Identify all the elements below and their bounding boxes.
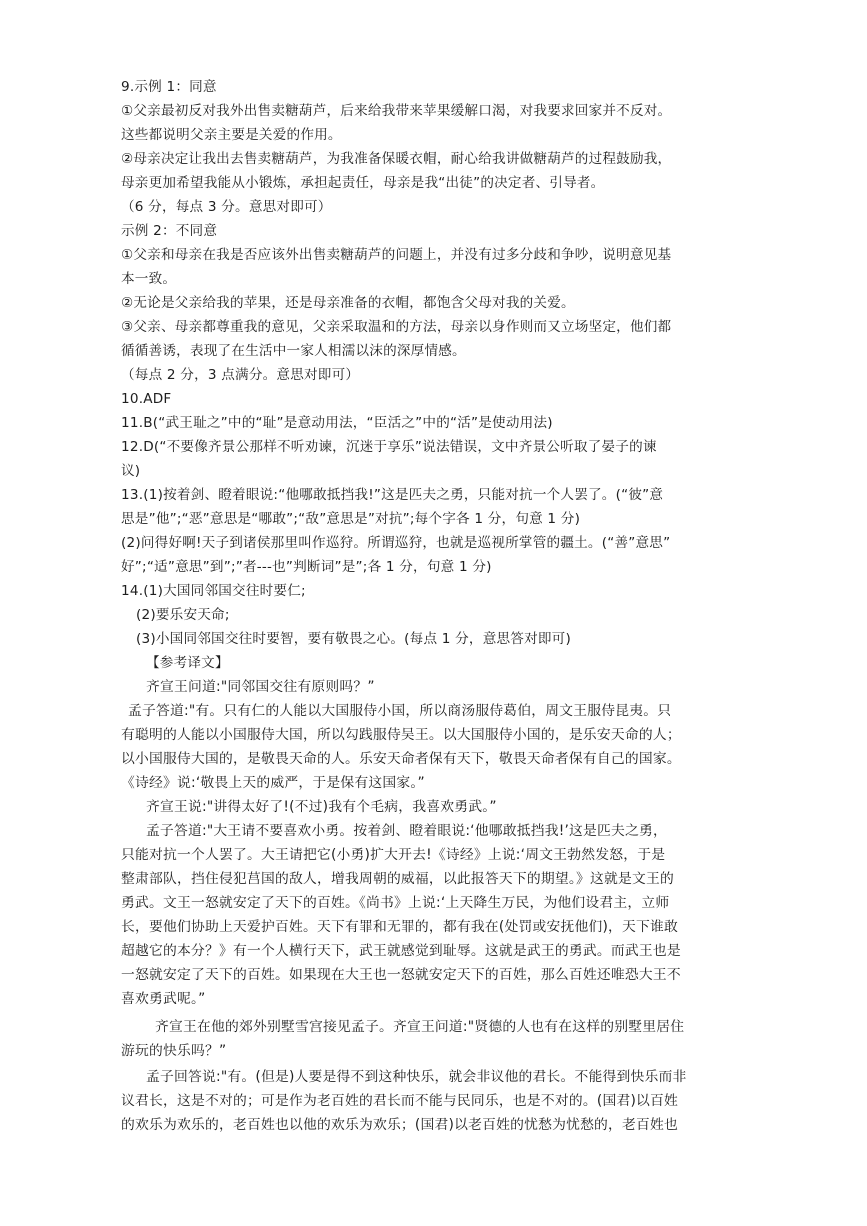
answer-12-cont: 议) [121, 463, 141, 479]
translation-line-18: 议君长，这是不对的；可是作为老百姓的君长而不能与民同乐，也是不对的。(国君)以百姓 [121, 1093, 679, 1109]
translation-line-19: 的欢乐为欢乐的，老百姓也以他的欢乐为欢乐；(国君)以老百姓的忧愁为忧愁的，老百姓也 [121, 1117, 679, 1133]
answer-11: 11.B(“武王耻之”中的“耻”是意动用法，“臣活之”中的“活”是使动用法) [121, 415, 553, 431]
translation-line-9: 整肃部队，挡住侵犯莒国的敌人，增我周朝的威福，以此报答天下的期望。》这就是文王的 [121, 871, 674, 887]
translation-line-6: 齐宣王说:"讲得太好了!(不过)我有个毛病，我喜欢勇武。” [146, 799, 497, 815]
answer-9-example2-point3: ③父亲、母亲都尊重我的意见，父亲采取温和的方法，母亲以身作则而又立场坚定，他们都 [121, 319, 672, 335]
answer-12: 12.D(“不要像齐景公那样不听劝谏，沉迷于享乐”说法错误，文中齐景公听取了晏子的谏 [121, 439, 657, 455]
answer-9-example2-point1: ①父亲和母亲在我是否应该外出售卖糖葫芦的问题上，并没有过多分歧和争吵，说明意见基 [121, 247, 672, 263]
translation-line-4: 以小国服侍大国的，是敬畏天命的人。乐安天命者保有天下，敬畏天命者保有自己的国家。 [121, 751, 681, 767]
answer-13-part2: (2)问得好啊!天子到诸侯那里叫作巡狩。所谓巡狩，也就是巡视所掌管的疆土。(“善”意思” [121, 535, 671, 551]
translation-line-3: 有聪明的人能以小国服侍大国，所以勾践服侍吴王。以大国服侍小国的，是乐安天命的人； [121, 727, 681, 743]
answer-9-example1-point1-cont: 这些都说明父亲主要是关爱的作用。 [121, 127, 342, 143]
translation-line-2: 孟子答道:"有。只有仁的人能以大国服侍小国，所以商汤服侍葛伯，周文王服侍昆夷。只 [128, 703, 672, 719]
answer-14-part3: (3)小国同邻国交往时要智，要有敬畏之心。(每点 1 分，意思答对即可) [136, 631, 571, 647]
translation-line-12: 超越它的本分？》有一个人横行天下，武王就感觉到耻辱。这就是武王的勇武。而武王也是 [121, 943, 681, 959]
answer-13-part1: 13.(1)按着剑、瞪着眼说:“他哪敢抵挡我!”这是匹夫之勇，只能对抗一个人罢了。(“彼”意 [121, 487, 664, 503]
translation-line-10: 勇武。文王一怒就安定了天下的百姓。《尚书》上说:‘上天降生万民，为他们设君主，立师 [121, 895, 670, 911]
translation-heading: 【参考译文】 [146, 655, 229, 671]
answer-9-example1-point2-cont: 母亲更加希望我能从小锻炼，承担起责任，母亲是我“出徒”的决定者、引导者。 [121, 175, 605, 191]
translation-line-7: 孟子答道:"大王请不要喜欢小勇。按着剑、瞪着眼说:‘他哪敢抵挡我!’这是匹夫之勇， [146, 823, 668, 839]
answer-14-part1: 14.(1)大国同邻国交往时要仁; [121, 583, 306, 599]
answer-9-example2-point3-cont: 循循善诱，表现了在生活中一家人相濡以沫的深厚情感。 [121, 343, 466, 359]
answer-9-example2-heading: 示例 2：不同意 [121, 223, 218, 239]
answer-9-example2-scoring: （每点 2 分，3 点满分。意思对即可） [121, 367, 360, 383]
answer-9-example1-point1: ①父亲最初反对我外出售卖糖葫芦，后来给我带来苹果缓解口渴，对我要求回家并不反对。 [121, 103, 672, 119]
answer-14-part2: (2)要乐安天命; [136, 607, 230, 623]
translation-line-1: 齐宣王问道:"同邻国交往有原则吗？” [146, 679, 375, 695]
translation-line-17: 孟子回答说:"有。(但是)人要是得不到这种快乐，就会非议他的君长。不能得到快乐而非 [146, 1069, 687, 1085]
answer-9-example1-point2: ②母亲决定让我出去售卖糖葫芦，为我准备保暖衣帽，耐心给我讲做糖葫芦的过程鼓励我， [121, 151, 672, 167]
translation-line-16: 游玩的快乐吗？” [121, 1043, 227, 1059]
translation-line-15: 齐宣王在他的郊外别墅雪宫接见孟子。齐宣王问道:"贤德的人也有在这样的别墅里居住 [155, 1019, 685, 1035]
answer-13-part1-cont: 思是”他”;“恶”意思是“哪敢”;“敌”意思是”对抗”;每个字各 1 分，句意 1 分) [121, 511, 581, 527]
answer-9-heading: 9.示例 1：同意 [121, 79, 217, 95]
translation-line-11: 长，要他们协助上天爱护百姓。天下有罪和无罪的，都有我在(处罚或安抚他们)，天下谁敢 [121, 919, 679, 935]
translation-line-8: 只能对抗一个人罢了。大王请把它(小勇)扩大开去!《诗经》上说:‘周文王勃然发怒，于是 [121, 847, 666, 863]
translation-line-14: 喜欢勇武呢。” [121, 991, 206, 1007]
translation-line-5: 《诗经》说:‘敬畏上天的威严，于是保有这国家。” [121, 775, 425, 791]
translation-line-13: 一怒就安定了天下的百姓。如果现在大王也一怒就安定天下的百姓，那么百姓还唯恐大王不 [121, 967, 681, 983]
answer-9-example2-point2: ②无论是父亲给我的苹果，还是母亲准备的衣帽，都饱含父母对我的关爱。 [121, 295, 575, 311]
answer-13-part2-cont: 好”;“适”意思”到”;”者---也”判断词”是”;各 1 分，句意 1 分) [121, 559, 492, 575]
answer-9-example2-point1-cont: 本一致。 [121, 271, 177, 287]
answer-10: 10.ADF [121, 391, 172, 407]
answer-9-example1-scoring: （6 分，每点 3 分。意思对即可） [121, 199, 332, 215]
